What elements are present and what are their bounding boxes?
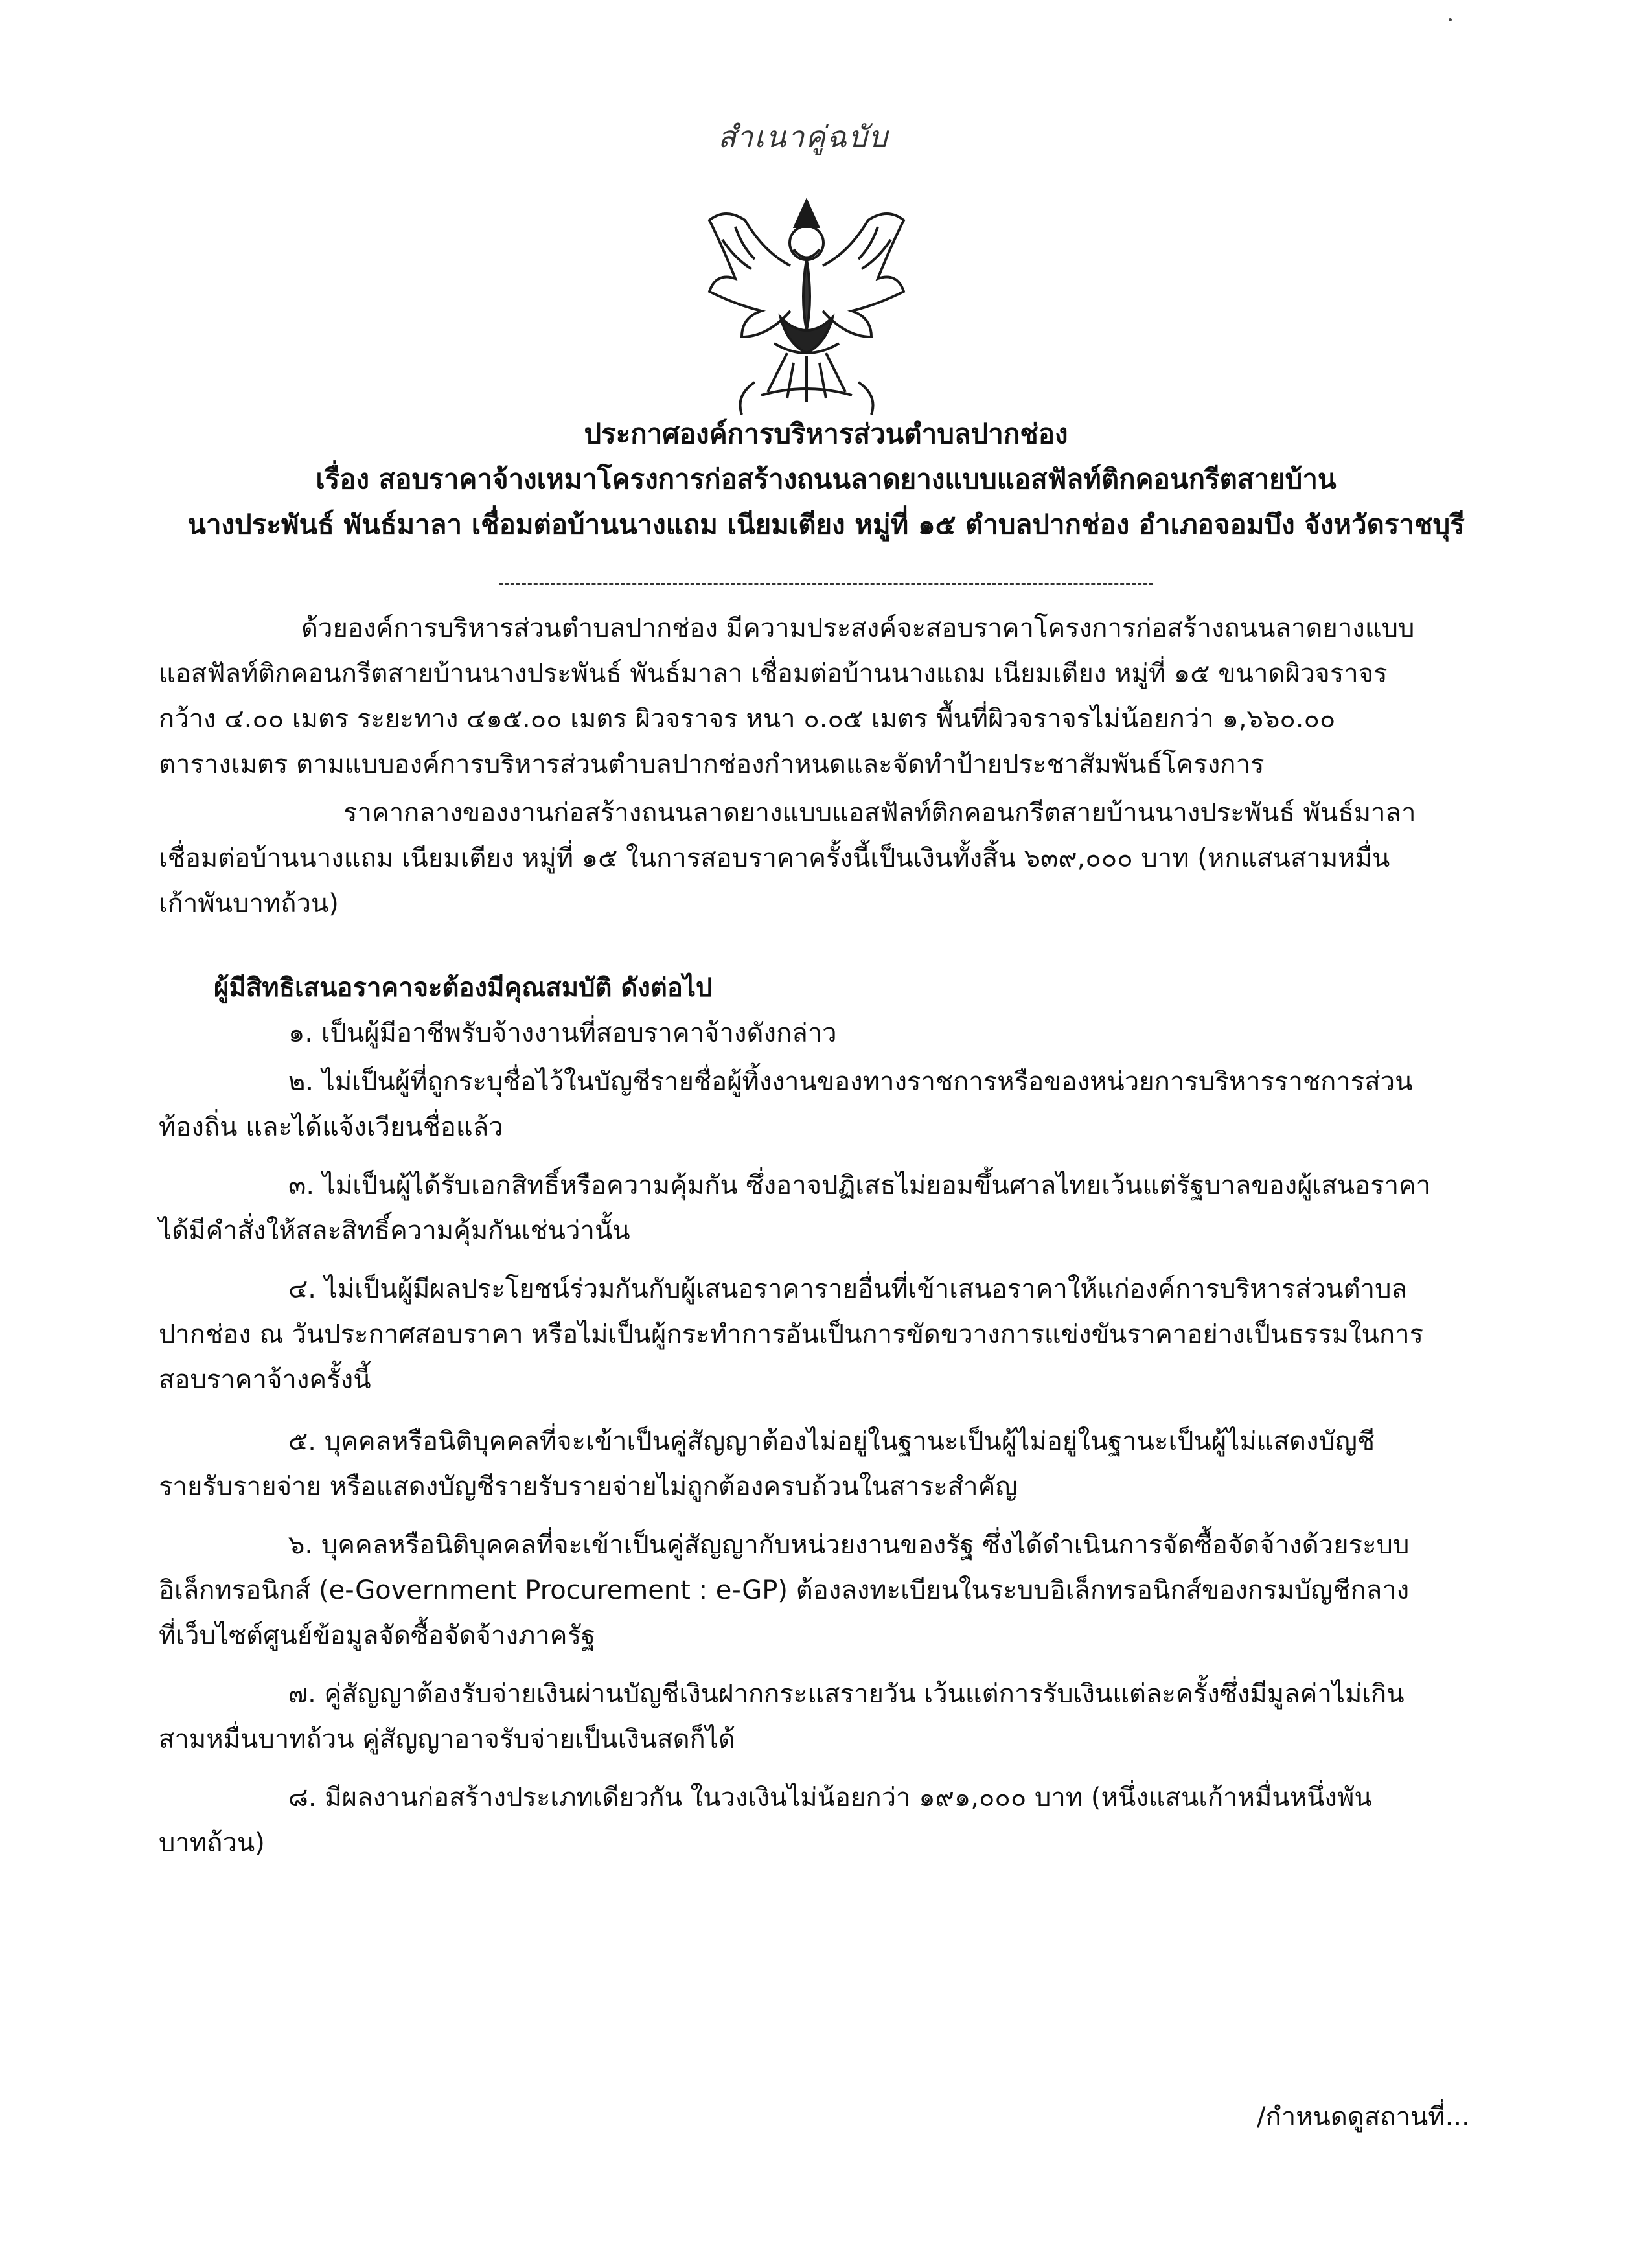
price-line-2: เชื่อมต่อบ้านนางแถม เนียมเตียง หมู่ที่ ๑๕ ในการสอบราคาครั้งนี้เป็นเงินทั้งสิ้น ๖๓๙,๐๐๐ บาท (หกแสนสามหมื่น: [159, 843, 1390, 873]
intro-line-4: ตารางเมตร ตามแบบองค์การบริหารส่วนตำบลปากช่องกำหนดและจัดทำป้ายประชาสัมพันธ์โครงการ: [159, 750, 1265, 779]
continuation-note: /กำหนดดูสถานที่...: [1257, 2102, 1470, 2132]
item-3-line-2: ได้มีคำสั่งให้สละสิทธิ์ความคุ้มกันเช่นว่านั้น: [159, 1216, 630, 1246]
header-line-1: ประกาศองค์การบริหารส่วนตำบลปากช่อง: [584, 418, 1068, 450]
item-7-line-1: ๗. คู่สัญญาต้องรับจ่ายเงินผ่านบัญชีเงินฝากกระแสรายวัน เว้นแต่การรับเงินแต่ละครั้งซึ่งมีมูลค่าไม่เกิน: [288, 1679, 1405, 1709]
item-8-line-1: ๘. มีผลงานก่อสร้างประเภทเดียวกัน ในวงเงินไม่น้อยกว่า ๑๙๑,๐๐๐ บาท (หนึ่งแสนเก้าหมื่นหนึ่งพัน: [288, 1783, 1372, 1813]
item-4-line-3: สอบราคาจ้างครั้งนี้: [159, 1365, 371, 1395]
item-7-line-2: สามหมื่นบาทถ้วน คู่สัญญาอาจรับจ่ายเป็นเงินสดก็ได้: [159, 1724, 735, 1754]
item-8-line-2: บาทถ้วน): [159, 1828, 265, 1858]
price-line-3: เก้าพันบาทถ้วน): [159, 889, 339, 919]
intro-line-3: กว้าง ๔.๐๐ เมตร ระยะทาง ๔๑๕.๐๐ เมตร ผิวจราจร หนา ๐.๐๕ เมตร พื้นที่ผิวจราจรไม่น้อยกว่า ๑,๖๖๐.๐๐: [159, 704, 1336, 734]
intro-line-2: แอสฟัลท์ติกคอนกรีตสายบ้านนางประพันธ์ พันธ์มาลา เชื่อมต่อบ้านนางแถม เนียมเตียง หมู่ที่ ๑๕ ขนาดผิวจราจร: [159, 659, 1388, 689]
qualification-heading: ผู้มีสิทธิเสนอราคาจะต้องมีคุณสมบัติ ดังต่อไป: [214, 973, 713, 1003]
copy-stamp: สำเนาคู่ฉบับ: [718, 119, 889, 154]
header-line-2: เรื่อง สอบราคาจ้างเหมาโครงการก่อสร้างถนนลาดยางแบบแอสฟัลท์ติกคอนกรีตสายบ้าน: [315, 463, 1337, 495]
item-2-line-2: ท้องถิ่น และได้แจ้งเวียนชื่อแล้ว: [159, 1112, 503, 1142]
price-line-1: ราคากลางของงานก่อสร้างถนนลาดยางแบบแอสฟัลท์ติกคอนกรีตสายบ้านนางประพันธ์ พันธ์มาลา: [343, 798, 1416, 828]
item-2-line-1: ๒. ไม่เป็นผู้ที่ถูกระบุชื่อไว้ในบัญชีรายชื่อผู้ทิ้งงานของทางราชการหรือของหน่วยการบริหารราชการส่วน: [288, 1067, 1413, 1097]
header-divider: [499, 583, 1153, 585]
item-1-line-1: ๑. เป็นผู้มีอาชีพรับจ้างงานที่สอบราคาจ้างดังกล่าว: [288, 1018, 837, 1048]
item-6-line-3: ที่เว็บไซต์ศูนย์ข้อมูลจัดซื้อจัดจ้างภาครัฐ: [159, 1621, 596, 1651]
item-5-line-2: รายรับรายจ่าย หรือแสดงบัญชีรายรับรายจ่ายไม่ถูกต้องครบถ้วนในสาระสำคัญ: [159, 1472, 1018, 1502]
item-3-line-1: ๓. ไม่เป็นผู้ได้รับเอกสิทธิ์หรือความคุ้มกัน ซึ่งอาจปฏิเสธไม่ยอมขึ้นศาลไทยเว้นแต่รัฐบาลของผู้เสนอราคา: [288, 1171, 1431, 1200]
item-4-line-2: ปากช่อง ณ วันประกาศสอบราคา หรือไม่เป็นผู้กระทำการอันเป็นการขัดขวางการแข่งขันราคาอย่างเป็นธรรมในการ: [159, 1320, 1424, 1349]
scan-speck: [1449, 18, 1452, 21]
header-line-3: นางประพันธ์ พันธ์มาลา เชื่อมต่อบ้านนางแถม เนียมเตียง หมู่ที่ ๑๕ ตำบลปากช่อง อำเภอจอมบึง จังหวัดราชบุรี: [187, 509, 1465, 540]
item-6-line-1: ๖. บุคคลหรือนิติบุคคลที่จะเข้าเป็นคู่สัญญากับหน่วยงานของรัฐ ซึ่งได้ดำเนินการจัดซื้อจัดจ้างด้วยระบบ: [288, 1530, 1410, 1560]
item-4-line-1: ๔. ไม่เป็นผู้มีผลประโยชน์ร่วมกันกับผู้เสนอราคารายอื่นที่เข้าเสนอราคาให้แก่องค์การบริหารส่วนตำบล: [288, 1274, 1407, 1304]
item-5-line-1: ๕. บุคคลหรือนิติบุคคลที่จะเข้าเป็นคู่สัญญาต้องไม่อยู่ในฐานะเป็นผู้ไม่อยู่ในฐานะเป็นผู้ไม่แสดงบัญชี: [288, 1426, 1375, 1456]
intro-line-1: ด้วยองค์การบริหารส่วนตำบลปากช่อง มีความประสงค์จะสอบราคาโครงการก่อสร้างถนนลาดยางแบบ: [301, 613, 1415, 643]
item-6-line-2: อิเล็กทรอนิกส์ (e-Government Procurement : e-GP) ต้องลงทะเบียนในระบบอิเล็กทรอนิกส์ของกรมบัญชีกลาง: [159, 1575, 1410, 1605]
garuda-emblem-icon: [696, 188, 917, 421]
